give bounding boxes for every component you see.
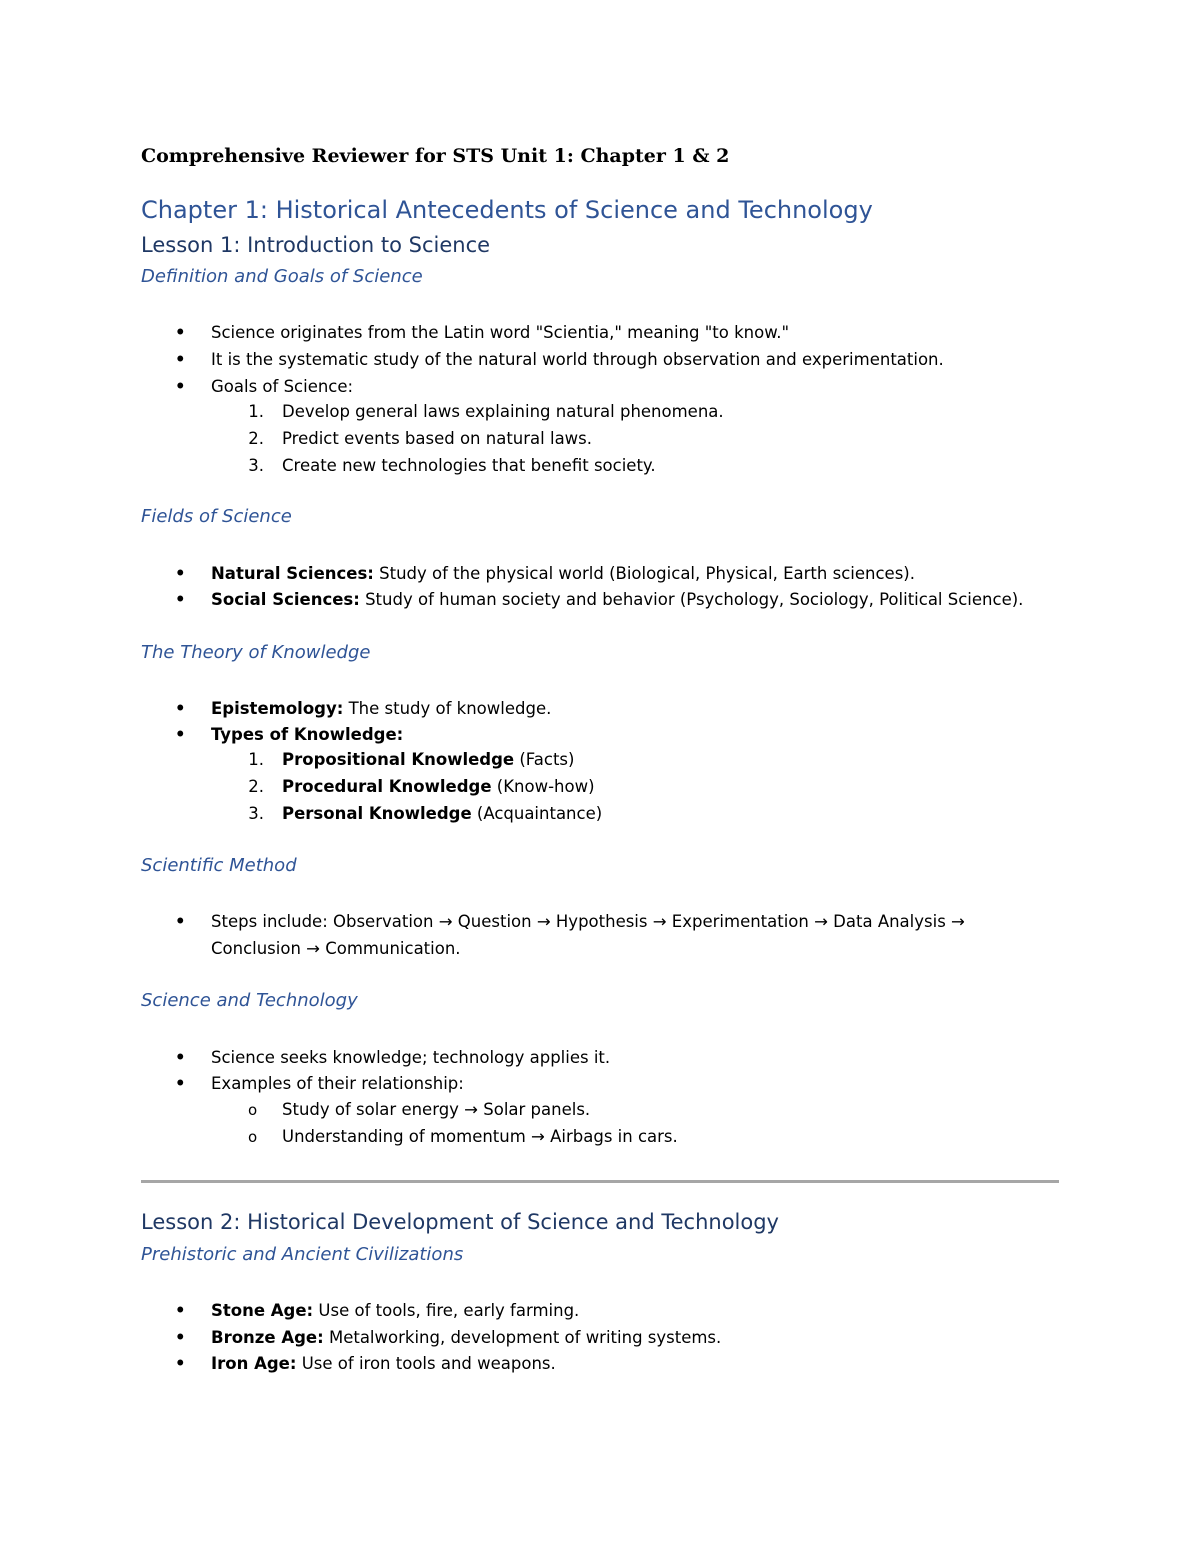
list-item: [211, 1299, 579, 1323]
term: Iron Age:: [211, 1354, 297, 1373]
section-heading-theory: The Theory of Knowledge: [141, 642, 371, 663]
document-title: Comprehensive Reviewer for STS Unit 1: Chapter 1 & 2: [141, 145, 730, 167]
list-number: 3.: [248, 804, 264, 823]
list-item: [211, 1326, 721, 1350]
bullet-marker: •: [175, 1328, 186, 1347]
list-item: [211, 697, 551, 721]
bullet-marker: •: [175, 564, 186, 583]
description: (Facts): [514, 750, 575, 769]
numbered-item: Create new technologies that benefit society.: [282, 456, 656, 475]
numbered-item: [282, 775, 595, 799]
term: Natural Sciences:: [211, 564, 374, 583]
sub-list-item: Study of solar energy → Solar panels.: [282, 1100, 591, 1119]
bullet-marker: •: [175, 377, 186, 396]
bullet-marker: •: [175, 350, 186, 369]
sub-list-item: Understanding of momentum → Airbags in cars.: [282, 1127, 678, 1146]
term: Epistemology:: [211, 699, 344, 718]
term: Bronze Age:: [211, 1328, 324, 1347]
list-number: 1.: [248, 402, 264, 421]
bullet-marker: •: [175, 323, 186, 342]
horizontal-divider: [141, 1180, 1059, 1183]
bullet-marker: •: [175, 1354, 186, 1373]
list-item: [211, 723, 403, 747]
bullet-marker: •: [175, 912, 186, 931]
list-number: 2.: [248, 429, 264, 448]
bullet-marker: •: [175, 1301, 186, 1320]
lesson-2-heading: Lesson 2: Historical Development of Science and Technology: [141, 1210, 779, 1234]
numbered-item: Predict events based on natural laws.: [282, 429, 593, 448]
term: Propositional Knowledge: [282, 750, 515, 769]
description: (Know-how): [491, 777, 595, 796]
bullet-marker: •: [175, 590, 186, 609]
description: Study of the physical world (Biological, Physical, Earth sciences).: [373, 564, 915, 583]
description: Use of tools, fire, early farming.: [313, 1301, 580, 1320]
description: The study of knowledge.: [343, 699, 552, 718]
sub-bullet-marker: o: [248, 1128, 258, 1146]
term: Procedural Knowledge: [282, 777, 492, 796]
term: Types of Knowledge:: [211, 725, 404, 744]
term: Personal Knowledge: [282, 804, 472, 823]
list-item: [211, 588, 1023, 612]
list-item: Examples of their relationship:: [211, 1074, 464, 1093]
list-item: [211, 562, 915, 586]
chapter-1-heading: Chapter 1: Historical Antecedents of Science and Technology: [141, 196, 873, 224]
section-heading-prehistoric: Prehistoric and Ancient Civilizations: [141, 1244, 464, 1265]
list-item-continuation: Conclusion → Communication.: [211, 939, 461, 958]
list-item: Goals of Science:: [211, 377, 354, 396]
list-item: It is the systematic study of the natural world through observation and experimentation.: [211, 350, 944, 369]
list-item: Science seeks knowledge; technology applies it.: [211, 1048, 611, 1067]
bullet-marker: •: [175, 725, 186, 744]
lesson-1-heading: Lesson 1: Introduction to Science: [141, 233, 491, 257]
description: (Acquaintance): [471, 804, 603, 823]
term: Stone Age:: [211, 1301, 314, 1320]
sub-bullet-marker: o: [248, 1101, 258, 1119]
list-number: 2.: [248, 777, 264, 796]
section-heading-definition: Definition and Goals of Science: [141, 266, 423, 287]
list-item: Science originates from the Latin word "Scientia," meaning "to know.": [211, 323, 790, 342]
bullet-marker: •: [175, 1048, 186, 1067]
list-item: [211, 1352, 556, 1376]
list-number: 3.: [248, 456, 264, 475]
section-heading-sci-tech: Science and Technology: [141, 990, 358, 1011]
section-heading-fields: Fields of Science: [141, 506, 292, 527]
numbered-item: Develop general laws explaining natural phenomena.: [282, 402, 724, 421]
bullet-marker: •: [175, 699, 186, 718]
list-item: Steps include: Observation → Question → Hypothesis → Experimentation → Data Analysis →: [211, 912, 965, 931]
description: Study of human society and behavior (Psychology, Sociology, Political Science).: [359, 590, 1024, 609]
description: Use of iron tools and weapons.: [296, 1354, 556, 1373]
description: Metalworking, development of writing systems.: [323, 1328, 722, 1347]
term: Social Sciences:: [211, 590, 360, 609]
list-number: 1.: [248, 750, 264, 769]
bullet-marker: •: [175, 1074, 186, 1093]
section-heading-method: Scientific Method: [141, 855, 297, 876]
numbered-item: [282, 748, 574, 772]
numbered-item: [282, 802, 602, 826]
